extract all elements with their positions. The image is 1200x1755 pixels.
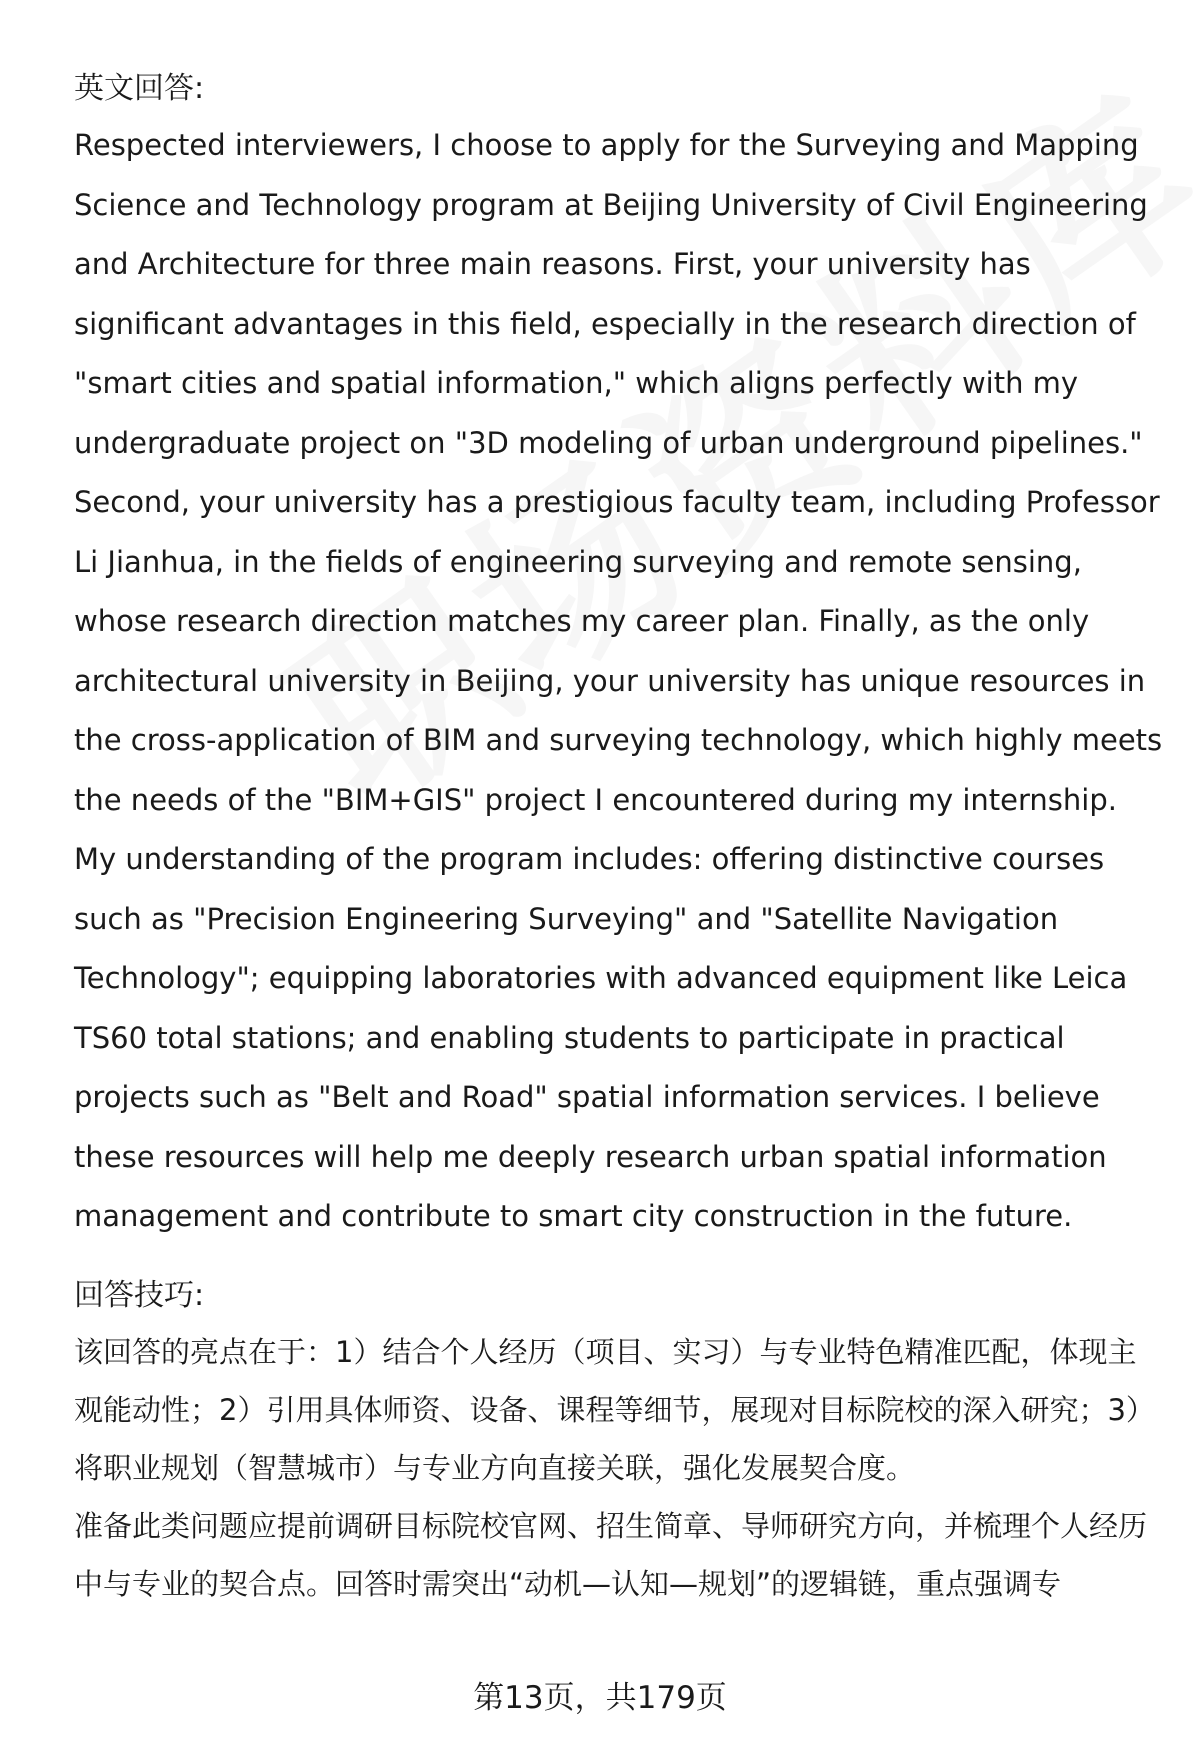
tips-paragraph-1: 该回答的亮点在于：1）结合个人经历（项目、实习）与专业特色精准匹配，体现主观能动性；2）引用具体师资、设备、课程等细节，展现对目标院校的深入研究；3）将职业规划（智慧城市）与专业方向直接关联，强化发展契合度。 bbox=[74, 1334, 1155, 1485]
tips-paragraph-2: 准备此类问题应提前调研目标院校官网、招生简章、导师研究方向，并梳理个人经历中与专业的契合点。回答时需突出“动机—认知—规划”的逻辑链，重点强调专 bbox=[74, 1508, 1148, 1601]
page-content bbox=[74, 62, 1164, 1613]
english-answer-heading: 英文回答: bbox=[74, 71, 205, 106]
page-indicator: 第13页，共179页 bbox=[473, 1680, 727, 1716]
english-answer-body: Respected interviewers, I choose to apply for the Surveying and Mapping Science and Technology program at Beijing University of Civil Engineering and Architecture for three main reasons. First, your university has significant advantages in this field, especially in the research direction of "smart cities and spatial information," which aligns perfectly with my undergraduate project on "3D modeling of urban underground pipelines." Second, your university has a prestigious faculty team, including Professor Li Jianhua, in the fields of engineering surveying and remote sensing, whose research direction matches my career plan. Finally, as the only architectural university in Beijing, your university has unique resources in the cross-application of BIM and surveying technology, which highly meets the needs of the "BIM+GIS" project I encountered during my internship. My understanding of the program includes: offering distinctive courses such as "Precision Engineering Surveying" and "Satellite Navigation Technology"; equipping laboratories with advanced equipment like Leica TS60 total stations; and enabling students to participate in practical projects such as "Belt and Road" spatial information services. I believe these resources will help me deeply research urban spatial information management and contribute to smart city construction in the future. bbox=[74, 128, 1163, 1233]
tips-heading: 回答技巧: bbox=[74, 1277, 205, 1313]
